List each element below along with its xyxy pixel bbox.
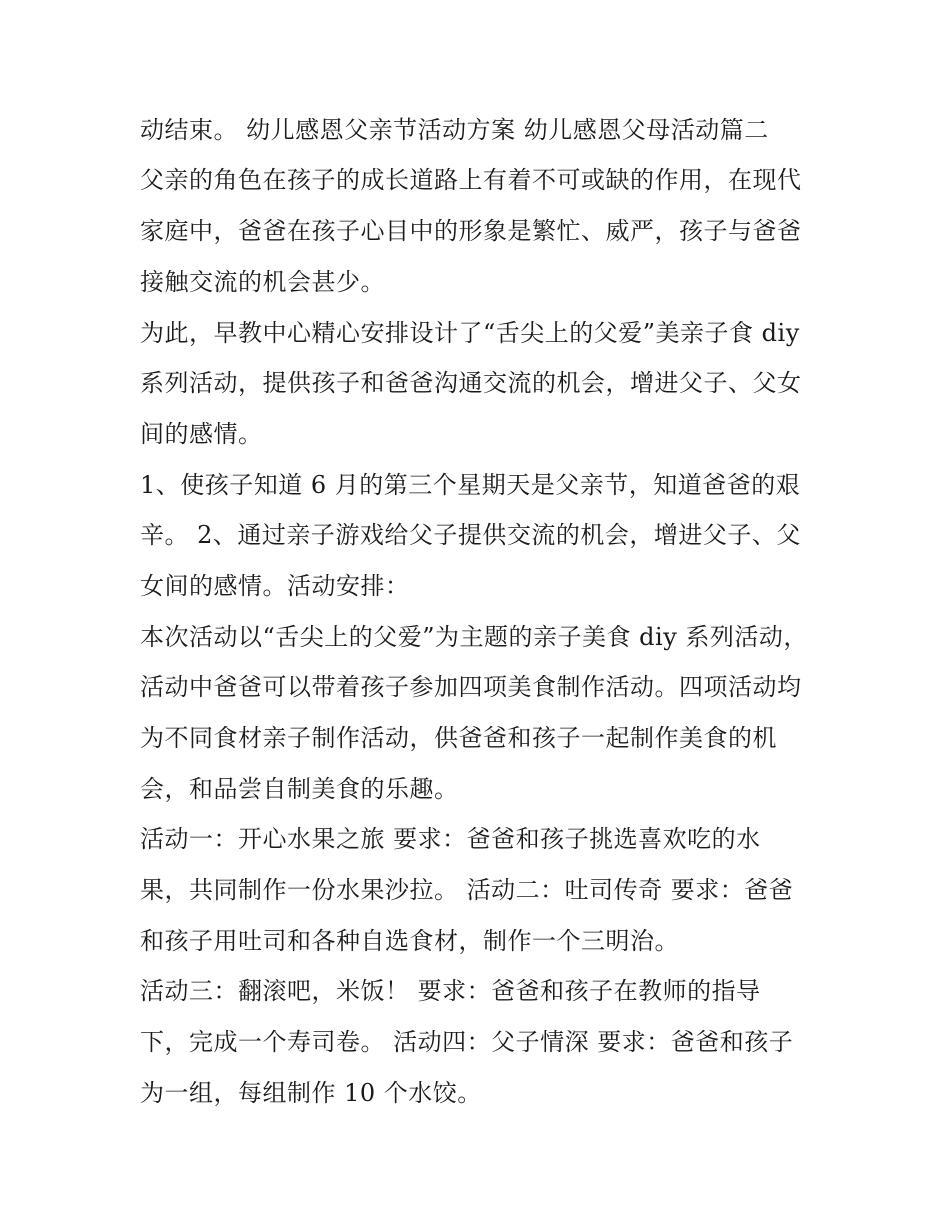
text-line: 系列活动，提供孩子和爸爸沟通交流的机会，增进父子、父女 (140, 369, 802, 397)
text-line: 1、使孩子知道 6 月的第三个星期天是父亲节，知道爸爸的艰 (140, 471, 801, 499)
text-line: 家庭中，爸爸在孩子心目中的形象是繁忙、威严，孩子与爸爸 (140, 217, 802, 245)
text-line: 动结束。 幼儿感恩父亲节活动方案 幼儿感恩父母活动篇二 (140, 116, 769, 144)
text-line: 为此，早教中心精心安排设计了“舌尖上的父爱”美亲子食 diy (140, 319, 800, 347)
text-line: 活动一：开心水果之旅 要求：爸爸和孩子挑选喜欢吃的水 (140, 825, 761, 853)
text-line: 辛。 2、通过亲子游戏给父子提供交流的机会，增进父子、父 (140, 521, 801, 549)
text-line: 女间的感情。活动安排： (140, 572, 410, 600)
text-line: 会，和品尝自制美食的乐趣。 (140, 775, 459, 803)
text-line: 下，完成一个寿司卷。 活动四：父子情深 要求：爸爸和孩子 (140, 1028, 794, 1056)
text-line: 和孩子用吐司和各种自选食材，制作一个三明治。 (140, 927, 679, 955)
text-line: 活动中爸爸可以带着孩子参加四项美食制作活动。四项活动均 (140, 673, 802, 701)
text-line: 活动三：翻滚吧，米饭！ 要求：爸爸和孩子在教师的指导 (140, 977, 761, 1005)
text-line: 果，共同制作一份水果沙拉。 活动二：吐司传奇 要求：爸爸 (140, 876, 794, 904)
text-line: 为不同食材亲子制作活动，供爸爸和孩子一起制作美食的机 (140, 724, 777, 752)
text-line: 父亲的角色在孩子的成长道路上有着不可或缺的作用，在现代 (140, 166, 802, 194)
text-line: 间的感情。 (140, 420, 263, 448)
text-line: 本次活动以“舌尖上的父爱”为主题的亲子美食 diy 系列活动， (140, 623, 808, 651)
text-line: 为一组，每组制作 10 个水饺。 (140, 1079, 482, 1107)
text-line: 接触交流的机会甚少。 (140, 268, 385, 296)
